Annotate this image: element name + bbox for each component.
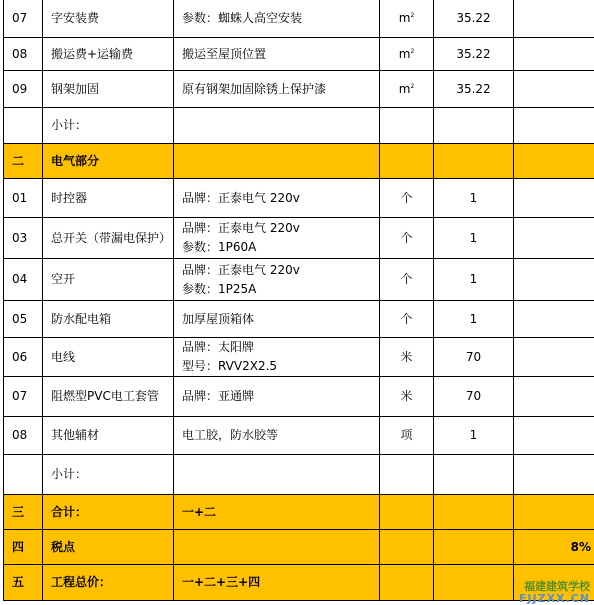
item-number: 05 (4, 301, 43, 338)
spec-line: 搬运至屋顶位置 (182, 46, 267, 61)
quote-table (3, 0, 594, 601)
watermark-en: FJJZXX.CN (518, 592, 590, 605)
table-row (4, 71, 594, 108)
unit-superscript: 2 (410, 82, 415, 90)
item-unit (380, 259, 434, 301)
summary-label: 工程总价： (43, 565, 174, 601)
unit-text: 个 (400, 311, 413, 326)
table-row (4, 565, 594, 601)
spec-line: 加厚屋顶箱体 (182, 311, 255, 326)
empty-cell (380, 455, 434, 495)
table-row (4, 530, 594, 565)
item-name: 总开关（带漏电保护） (43, 218, 174, 259)
item-number: 09 (4, 71, 43, 108)
item-spec (174, 179, 380, 218)
item-price (514, 218, 594, 259)
section-number: 二 (4, 144, 43, 179)
empty-cell (174, 108, 380, 144)
item-price (514, 377, 594, 417)
item-quantity: 70 (434, 377, 514, 417)
table-row (4, 38, 594, 71)
spec-line: 参数：1P25A (182, 281, 257, 296)
item-name: 字安装费 (43, 0, 174, 38)
empty-cell (174, 144, 380, 179)
item-unit (380, 0, 434, 38)
item-number: 03 (4, 218, 43, 259)
empty-cell (380, 495, 434, 530)
item-name: 时控器 (43, 179, 174, 218)
item-quantity: 1 (434, 218, 514, 259)
table-row (4, 259, 594, 301)
item-spec (174, 377, 380, 417)
item-quantity: 35.22 (434, 71, 514, 108)
empty-cell (514, 108, 594, 144)
summary-number: 五 (4, 565, 43, 601)
spec-line: 型号：RVV2X2.5 (182, 359, 278, 373)
item-price (514, 179, 594, 218)
unit-text: m (398, 81, 411, 96)
spec-line: 品牌：亚通牌 (182, 389, 255, 403)
item-unit (380, 179, 434, 218)
subtotal-number (4, 108, 43, 144)
summary-formula (174, 530, 380, 565)
item-spec (174, 417, 380, 455)
item-unit (380, 338, 434, 377)
summary-rate (514, 495, 594, 530)
item-price (514, 0, 594, 38)
item-unit (380, 38, 434, 71)
table-row (4, 417, 594, 455)
unit-superscript: 2 (410, 12, 415, 19)
empty-cell (514, 455, 594, 495)
item-name: 其他辅材 (43, 417, 174, 455)
table-row (4, 301, 594, 338)
item-price (514, 71, 594, 108)
item-price (514, 338, 594, 377)
item-quantity: 35.22 (434, 0, 514, 38)
summary-formula: 一+二+三+四 (174, 565, 380, 601)
spec-line: 品牌：太阳牌 (182, 340, 255, 354)
item-unit (380, 377, 434, 417)
table-row (4, 218, 594, 259)
item-name: 电线 (43, 338, 174, 377)
item-spec (174, 71, 380, 108)
table-row (4, 495, 594, 530)
unit-text: 个 (400, 190, 413, 205)
item-name: 钢架加固 (43, 71, 174, 108)
spec-line: 电工胶，防水胶等 (182, 428, 279, 442)
subtotal-label: 小计： (43, 108, 174, 144)
spec-line: 品牌：正泰电气 220v (182, 221, 300, 235)
spec-line: 参数：1P60A (182, 240, 257, 254)
item-price (514, 417, 594, 455)
empty-cell (174, 455, 380, 495)
item-number: 04 (4, 259, 43, 301)
item-price (514, 38, 594, 71)
unit-text: 项 (400, 428, 413, 442)
item-number: 08 (4, 417, 43, 455)
item-quantity: 35.22 (434, 38, 514, 71)
summary-number: 四 (4, 530, 43, 565)
summary-number: 三 (4, 495, 43, 530)
empty-cell (434, 455, 514, 495)
item-quantity: 1 (434, 179, 514, 218)
unit-text: m (398, 46, 411, 61)
item-number: 01 (4, 179, 43, 218)
empty-cell (514, 144, 594, 179)
item-spec (174, 0, 380, 38)
item-unit (380, 301, 434, 338)
table-row (4, 338, 594, 377)
table-row (4, 179, 594, 218)
spec-line: 品牌：正泰电气 220v (182, 190, 300, 205)
summary-label: 税点 (43, 530, 174, 565)
item-spec (174, 338, 380, 377)
item-unit (380, 71, 434, 108)
item-quantity: 1 (434, 417, 514, 455)
spec-line: 品牌：正泰电气 220v (182, 262, 300, 277)
subtotal-label: 小计： (43, 455, 174, 495)
item-number: 06 (4, 338, 43, 377)
item-unit (380, 417, 434, 455)
unit-text: 个 (400, 230, 413, 245)
empty-cell (434, 565, 514, 601)
unit-text: m (398, 11, 411, 25)
empty-cell (380, 565, 434, 601)
summary-label: 合计： (43, 495, 174, 530)
summary-rate: 8% (514, 530, 594, 565)
watermark-cn: 福建建筑学校 (524, 580, 590, 593)
empty-cell (380, 108, 434, 144)
item-name: 防水配电箱 (43, 301, 174, 338)
unit-text: 米 (400, 349, 413, 364)
item-quantity: 70 (434, 338, 514, 377)
section-title: 电气部分 (43, 144, 174, 179)
empty-cell (434, 108, 514, 144)
item-spec (174, 38, 380, 71)
empty-cell (380, 144, 434, 179)
item-quantity: 1 (434, 259, 514, 301)
item-name: 阻燃型PVC电工套管 (43, 377, 174, 417)
table-row (4, 377, 594, 417)
item-number: 07 (4, 0, 43, 38)
item-name: 搬运费+运输费 (43, 38, 174, 71)
item-price (514, 259, 594, 301)
table-row (4, 0, 594, 38)
empty-cell (380, 530, 434, 565)
item-number: 07 (4, 377, 43, 417)
item-spec (174, 301, 380, 338)
subtotal-number (4, 455, 43, 495)
item-quantity: 1 (434, 301, 514, 338)
unit-text: 米 (400, 389, 413, 403)
table-row (4, 108, 594, 144)
empty-cell (434, 530, 514, 565)
table-row (4, 144, 594, 179)
item-spec (174, 218, 380, 259)
summary-formula: 一+二 (174, 495, 380, 530)
item-unit (380, 218, 434, 259)
watermark-logo (519, 581, 590, 605)
unit-superscript: 2 (410, 47, 415, 55)
spec-line: 原有钢架加固除锈上保护漆 (182, 81, 327, 96)
empty-cell (434, 495, 514, 530)
empty-cell (434, 144, 514, 179)
table-row (4, 455, 594, 495)
item-price (514, 301, 594, 338)
item-spec (174, 259, 380, 301)
spec-line: 参数：蜘蛛人高空安装 (182, 11, 303, 25)
unit-text: 个 (400, 272, 413, 286)
item-name: 空开 (43, 259, 174, 301)
item-number: 08 (4, 38, 43, 71)
